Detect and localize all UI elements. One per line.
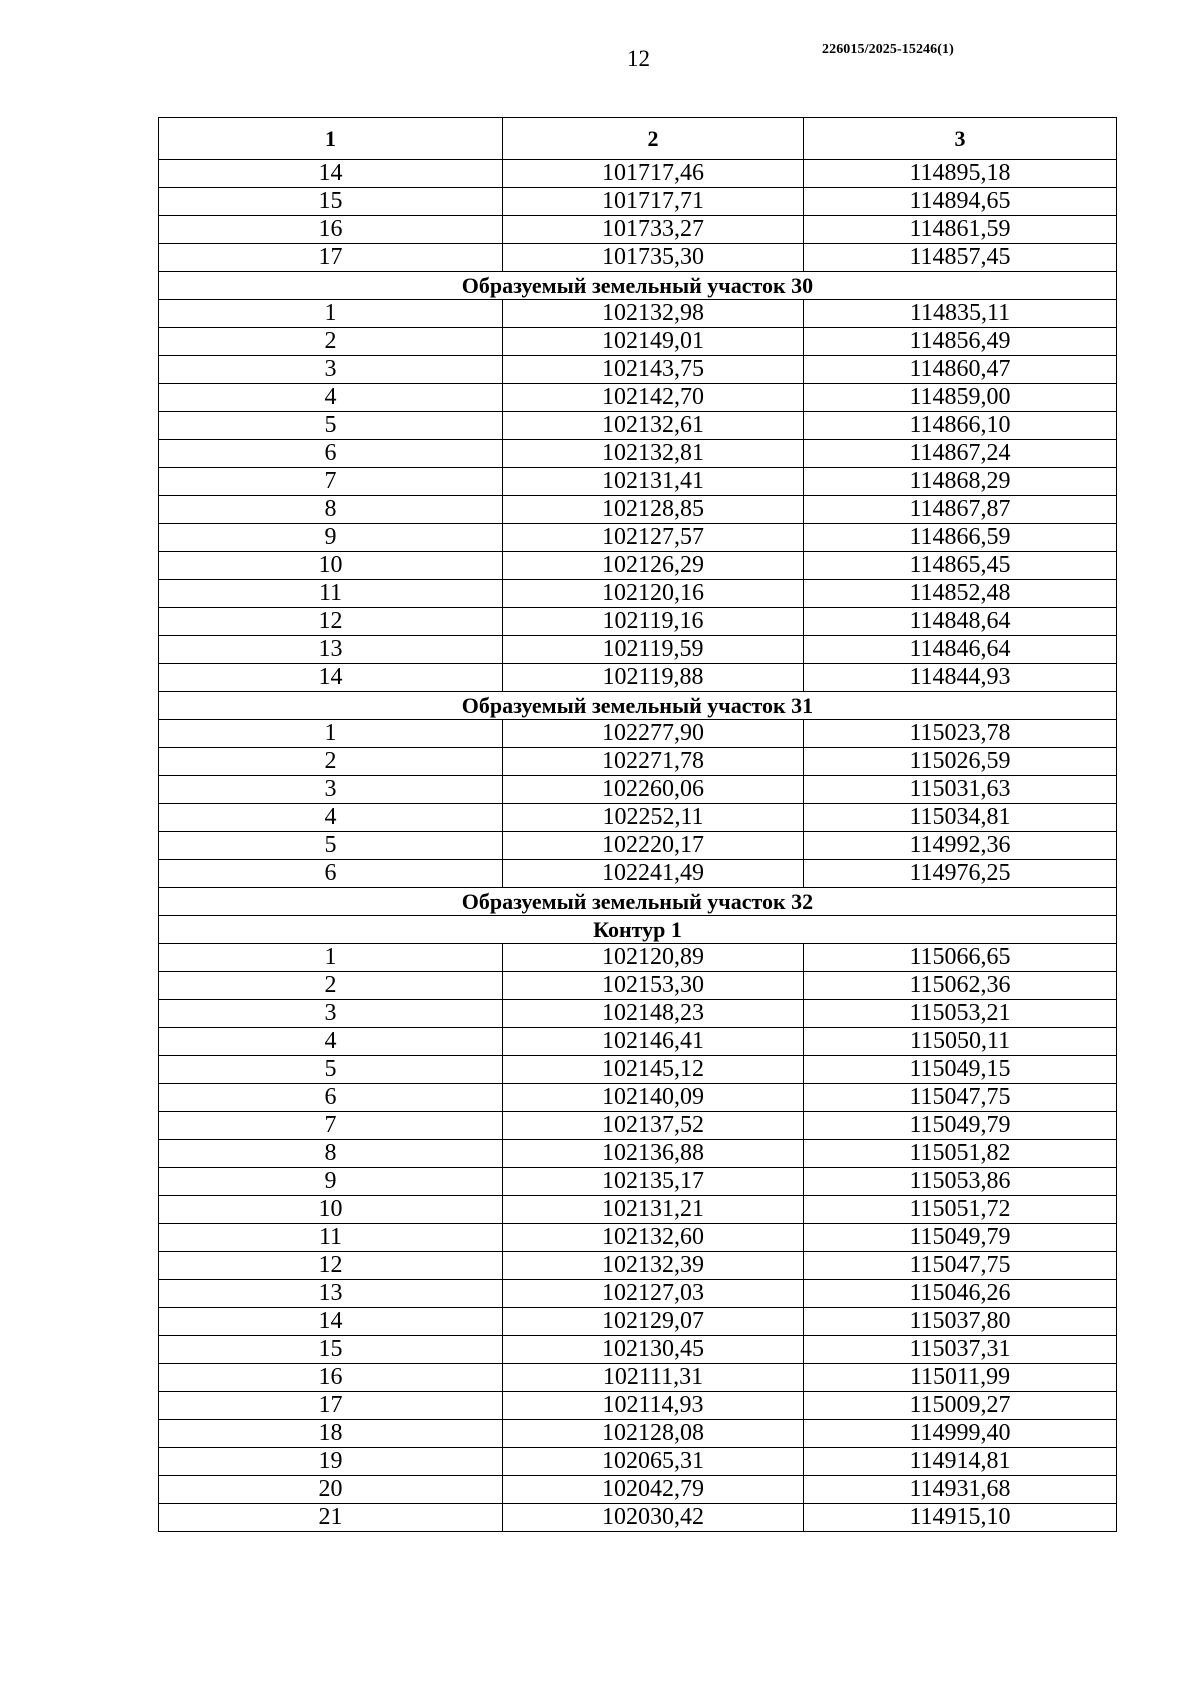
cell-coordinate-y: 115034,81 bbox=[804, 804, 1117, 832]
table-row bbox=[159, 1252, 1117, 1280]
table-row bbox=[159, 300, 1117, 328]
table-row bbox=[159, 160, 1117, 188]
cell-coordinate-x: 102119,88 bbox=[503, 664, 804, 692]
cell-coordinate-y: 115049,79 bbox=[804, 1224, 1117, 1252]
cell-point-number: 10 bbox=[159, 552, 503, 580]
table-row bbox=[159, 216, 1117, 244]
cell-point-number: 7 bbox=[159, 1112, 503, 1140]
table-row bbox=[159, 1336, 1117, 1364]
cell-coordinate-x: 101717,46 bbox=[503, 160, 804, 188]
cell-coordinate-x: 102131,41 bbox=[503, 468, 804, 496]
cell-point-number: 4 bbox=[159, 804, 503, 832]
cell-coordinate-x: 102065,31 bbox=[503, 1448, 804, 1476]
cell-coordinate-y: 114859,00 bbox=[804, 384, 1117, 412]
header-cell-y: 3 bbox=[804, 118, 1117, 160]
cell-coordinate-y: 115049,15 bbox=[804, 1056, 1117, 1084]
cell-coordinate-y: 114857,45 bbox=[804, 244, 1117, 272]
table-row bbox=[159, 1308, 1117, 1336]
cell-coordinate-y: 114976,25 bbox=[804, 860, 1117, 888]
table-row bbox=[159, 1000, 1117, 1028]
table-row bbox=[159, 1084, 1117, 1112]
header-cell-x: 2 bbox=[503, 118, 804, 160]
table-row bbox=[159, 664, 1117, 692]
section-header-row bbox=[159, 272, 1117, 300]
cell-coordinate-x: 102143,75 bbox=[503, 356, 804, 384]
section-header-row bbox=[159, 888, 1117, 916]
cell-coordinate-y: 114866,59 bbox=[804, 524, 1117, 552]
cell-point-number: 18 bbox=[159, 1420, 503, 1448]
cell-point-number: 5 bbox=[159, 832, 503, 860]
table-row bbox=[159, 1028, 1117, 1056]
cell-coordinate-y: 115026,59 bbox=[804, 748, 1117, 776]
section-header-row bbox=[159, 916, 1117, 944]
cell-point-number: 3 bbox=[159, 776, 503, 804]
cell-point-number: 14 bbox=[159, 1308, 503, 1336]
cell-point-number: 12 bbox=[159, 1252, 503, 1280]
table-row bbox=[159, 1364, 1117, 1392]
cell-point-number: 3 bbox=[159, 356, 503, 384]
cell-coordinate-y: 114867,24 bbox=[804, 440, 1117, 468]
table-row bbox=[159, 468, 1117, 496]
table-row bbox=[159, 748, 1117, 776]
cell-coordinate-x: 102252,11 bbox=[503, 804, 804, 832]
cell-point-number: 10 bbox=[159, 1196, 503, 1224]
cell-coordinate-x: 102132,60 bbox=[503, 1224, 804, 1252]
cell-point-number: 6 bbox=[159, 860, 503, 888]
table-row bbox=[159, 1280, 1117, 1308]
section-title: Образуемый земельный участок 31 bbox=[159, 692, 1117, 720]
section-title: Контур 1 bbox=[159, 916, 1117, 944]
cell-point-number: 14 bbox=[159, 160, 503, 188]
cell-coordinate-x: 102111,31 bbox=[503, 1364, 804, 1392]
cell-coordinate-y: 115066,65 bbox=[804, 944, 1117, 972]
cell-coordinate-y: 114894,65 bbox=[804, 188, 1117, 216]
cell-coordinate-x: 102145,12 bbox=[503, 1056, 804, 1084]
cell-coordinate-y: 114895,18 bbox=[804, 160, 1117, 188]
cell-coordinate-x: 102132,61 bbox=[503, 412, 804, 440]
cell-point-number: 2 bbox=[159, 748, 503, 776]
cell-coordinate-x: 102130,45 bbox=[503, 1336, 804, 1364]
table-row bbox=[159, 972, 1117, 1000]
cell-coordinate-y: 115037,31 bbox=[804, 1336, 1117, 1364]
cell-coordinate-y: 114846,64 bbox=[804, 636, 1117, 664]
table-row bbox=[159, 188, 1117, 216]
cell-coordinate-x: 102271,78 bbox=[503, 748, 804, 776]
table-row bbox=[159, 776, 1117, 804]
cell-coordinate-y: 115053,21 bbox=[804, 1000, 1117, 1028]
cell-point-number: 12 bbox=[159, 608, 503, 636]
table-row bbox=[159, 524, 1117, 552]
cell-coordinate-x: 102030,42 bbox=[503, 1504, 804, 1532]
cell-coordinate-x: 101733,27 bbox=[503, 216, 804, 244]
cell-point-number: 13 bbox=[159, 636, 503, 664]
cell-point-number: 6 bbox=[159, 1084, 503, 1112]
cell-point-number: 11 bbox=[159, 580, 503, 608]
cell-coordinate-y: 114860,47 bbox=[804, 356, 1117, 384]
cell-coordinate-x: 102135,17 bbox=[503, 1168, 804, 1196]
cell-coordinate-x: 102127,57 bbox=[503, 524, 804, 552]
cell-coordinate-x: 102146,41 bbox=[503, 1028, 804, 1056]
cell-coordinate-y: 114999,40 bbox=[804, 1420, 1117, 1448]
header-cell-point: 1 bbox=[159, 118, 503, 160]
cell-point-number: 3 bbox=[159, 1000, 503, 1028]
cell-point-number: 16 bbox=[159, 216, 503, 244]
cell-coordinate-x: 102136,88 bbox=[503, 1140, 804, 1168]
table-row bbox=[159, 720, 1117, 748]
cell-point-number: 14 bbox=[159, 664, 503, 692]
cell-point-number: 6 bbox=[159, 440, 503, 468]
cell-coordinate-y: 114915,10 bbox=[804, 1504, 1117, 1532]
cell-coordinate-y: 115031,63 bbox=[804, 776, 1117, 804]
cell-coordinate-y: 115051,72 bbox=[804, 1196, 1117, 1224]
cell-coordinate-y: 114852,48 bbox=[804, 580, 1117, 608]
cell-point-number: 9 bbox=[159, 524, 503, 552]
cell-coordinate-x: 102131,21 bbox=[503, 1196, 804, 1224]
table-row bbox=[159, 1504, 1117, 1532]
cell-coordinate-x: 102126,29 bbox=[503, 552, 804, 580]
table-row bbox=[159, 328, 1117, 356]
table-row bbox=[159, 440, 1117, 468]
table-row bbox=[159, 244, 1117, 272]
cell-coordinate-x: 102140,09 bbox=[503, 1084, 804, 1112]
table-row bbox=[159, 804, 1117, 832]
cell-point-number: 16 bbox=[159, 1364, 503, 1392]
cell-coordinate-y: 114866,10 bbox=[804, 412, 1117, 440]
table-row bbox=[159, 384, 1117, 412]
cell-coordinate-y: 114931,68 bbox=[804, 1476, 1117, 1504]
cell-coordinate-x: 102153,30 bbox=[503, 972, 804, 1000]
cell-coordinate-x: 102137,52 bbox=[503, 1112, 804, 1140]
table-row bbox=[159, 1112, 1117, 1140]
cell-coordinate-x: 102241,49 bbox=[503, 860, 804, 888]
cell-point-number: 2 bbox=[159, 328, 503, 356]
cell-coordinate-y: 115046,26 bbox=[804, 1280, 1117, 1308]
cell-coordinate-x: 102119,16 bbox=[503, 608, 804, 636]
table-row bbox=[159, 1140, 1117, 1168]
table-row bbox=[159, 552, 1117, 580]
cell-coordinate-y: 114856,49 bbox=[804, 328, 1117, 356]
cell-point-number: 9 bbox=[159, 1168, 503, 1196]
cell-coordinate-x: 102120,16 bbox=[503, 580, 804, 608]
cell-point-number: 21 bbox=[159, 1504, 503, 1532]
cell-coordinate-x: 102119,59 bbox=[503, 636, 804, 664]
cell-coordinate-x: 102132,98 bbox=[503, 300, 804, 328]
cell-point-number: 17 bbox=[159, 244, 503, 272]
cell-coordinate-y: 115050,11 bbox=[804, 1028, 1117, 1056]
cell-coordinate-y: 114861,59 bbox=[804, 216, 1117, 244]
cell-coordinate-x: 102120,89 bbox=[503, 944, 804, 972]
cell-point-number: 4 bbox=[159, 384, 503, 412]
table-row bbox=[159, 608, 1117, 636]
cell-point-number: 2 bbox=[159, 972, 503, 1000]
cell-point-number: 13 bbox=[159, 1280, 503, 1308]
cell-coordinate-x: 102132,81 bbox=[503, 440, 804, 468]
coordinates-table bbox=[158, 117, 1117, 1532]
document-code: 226015/2025-15246(1) bbox=[822, 42, 954, 57]
cell-coordinate-y: 114992,36 bbox=[804, 832, 1117, 860]
cell-point-number: 5 bbox=[159, 412, 503, 440]
cell-coordinate-y: 114868,29 bbox=[804, 468, 1117, 496]
table-row bbox=[159, 1476, 1117, 1504]
cell-coordinate-x: 102114,93 bbox=[503, 1392, 804, 1420]
table-row bbox=[159, 832, 1117, 860]
cell-coordinate-y: 115049,79 bbox=[804, 1112, 1117, 1140]
cell-point-number: 5 bbox=[159, 1056, 503, 1084]
table-row bbox=[159, 1196, 1117, 1224]
cell-point-number: 1 bbox=[159, 944, 503, 972]
cell-coordinate-y: 115047,75 bbox=[804, 1252, 1117, 1280]
coordinates-table-body bbox=[159, 118, 1117, 1532]
page-number: 12 bbox=[627, 46, 650, 71]
cell-coordinate-x: 102127,03 bbox=[503, 1280, 804, 1308]
table-row bbox=[159, 860, 1117, 888]
table-row bbox=[159, 1168, 1117, 1196]
table-row bbox=[159, 1420, 1117, 1448]
cell-coordinate-y: 115011,99 bbox=[804, 1364, 1117, 1392]
table-row bbox=[159, 356, 1117, 384]
cell-coordinate-y: 114914,81 bbox=[804, 1448, 1117, 1476]
cell-coordinate-y: 114835,11 bbox=[804, 300, 1117, 328]
cell-point-number: 15 bbox=[159, 1336, 503, 1364]
cell-coordinate-x: 102260,06 bbox=[503, 776, 804, 804]
cell-coordinate-y: 115051,82 bbox=[804, 1140, 1117, 1168]
cell-point-number: 8 bbox=[159, 496, 503, 524]
cell-coordinate-y: 114844,93 bbox=[804, 664, 1117, 692]
section-header-row bbox=[159, 692, 1117, 720]
cell-coordinate-x: 101735,30 bbox=[503, 244, 804, 272]
cell-coordinate-x: 102142,70 bbox=[503, 384, 804, 412]
table-row bbox=[159, 1224, 1117, 1252]
table-row bbox=[159, 1056, 1117, 1084]
cell-coordinate-y: 114867,87 bbox=[804, 496, 1117, 524]
cell-coordinate-y: 114865,45 bbox=[804, 552, 1117, 580]
cell-coordinate-x: 102277,90 bbox=[503, 720, 804, 748]
table-row bbox=[159, 412, 1117, 440]
cell-coordinate-y: 115053,86 bbox=[804, 1168, 1117, 1196]
cell-coordinate-y: 115062,36 bbox=[804, 972, 1117, 1000]
cell-coordinate-x: 102128,85 bbox=[503, 496, 804, 524]
cell-point-number: 8 bbox=[159, 1140, 503, 1168]
cell-coordinate-x: 102042,79 bbox=[503, 1476, 804, 1504]
section-title: Образуемый земельный участок 30 bbox=[159, 272, 1117, 300]
cell-coordinate-x: 102148,23 bbox=[503, 1000, 804, 1028]
cell-point-number: 19 bbox=[159, 1448, 503, 1476]
table-row bbox=[159, 496, 1117, 524]
cell-coordinate-x: 102132,39 bbox=[503, 1252, 804, 1280]
cell-point-number: 7 bbox=[159, 468, 503, 496]
table-row bbox=[159, 944, 1117, 972]
cell-point-number: 4 bbox=[159, 1028, 503, 1056]
table-row bbox=[159, 1392, 1117, 1420]
cell-coordinate-x: 101717,71 bbox=[503, 188, 804, 216]
cell-coordinate-x: 102129,07 bbox=[503, 1308, 804, 1336]
table-header-row bbox=[159, 118, 1117, 160]
cell-coordinate-x: 102128,08 bbox=[503, 1420, 804, 1448]
cell-point-number: 15 bbox=[159, 188, 503, 216]
table-row bbox=[159, 636, 1117, 664]
table-row bbox=[159, 580, 1117, 608]
cell-coordinate-x: 102149,01 bbox=[503, 328, 804, 356]
cell-coordinate-x: 102220,17 bbox=[503, 832, 804, 860]
cell-coordinate-y: 115037,80 bbox=[804, 1308, 1117, 1336]
cell-coordinate-y: 115023,78 bbox=[804, 720, 1117, 748]
table-row bbox=[159, 1448, 1117, 1476]
cell-point-number: 1 bbox=[159, 300, 503, 328]
cell-coordinate-y: 115009,27 bbox=[804, 1392, 1117, 1420]
section-title: Образуемый земельный участок 32 bbox=[159, 888, 1117, 916]
cell-point-number: 1 bbox=[159, 720, 503, 748]
cell-coordinate-y: 115047,75 bbox=[804, 1084, 1117, 1112]
cell-point-number: 11 bbox=[159, 1224, 503, 1252]
cell-coordinate-y: 114848,64 bbox=[804, 608, 1117, 636]
cell-point-number: 17 bbox=[159, 1392, 503, 1420]
cell-point-number: 20 bbox=[159, 1476, 503, 1504]
